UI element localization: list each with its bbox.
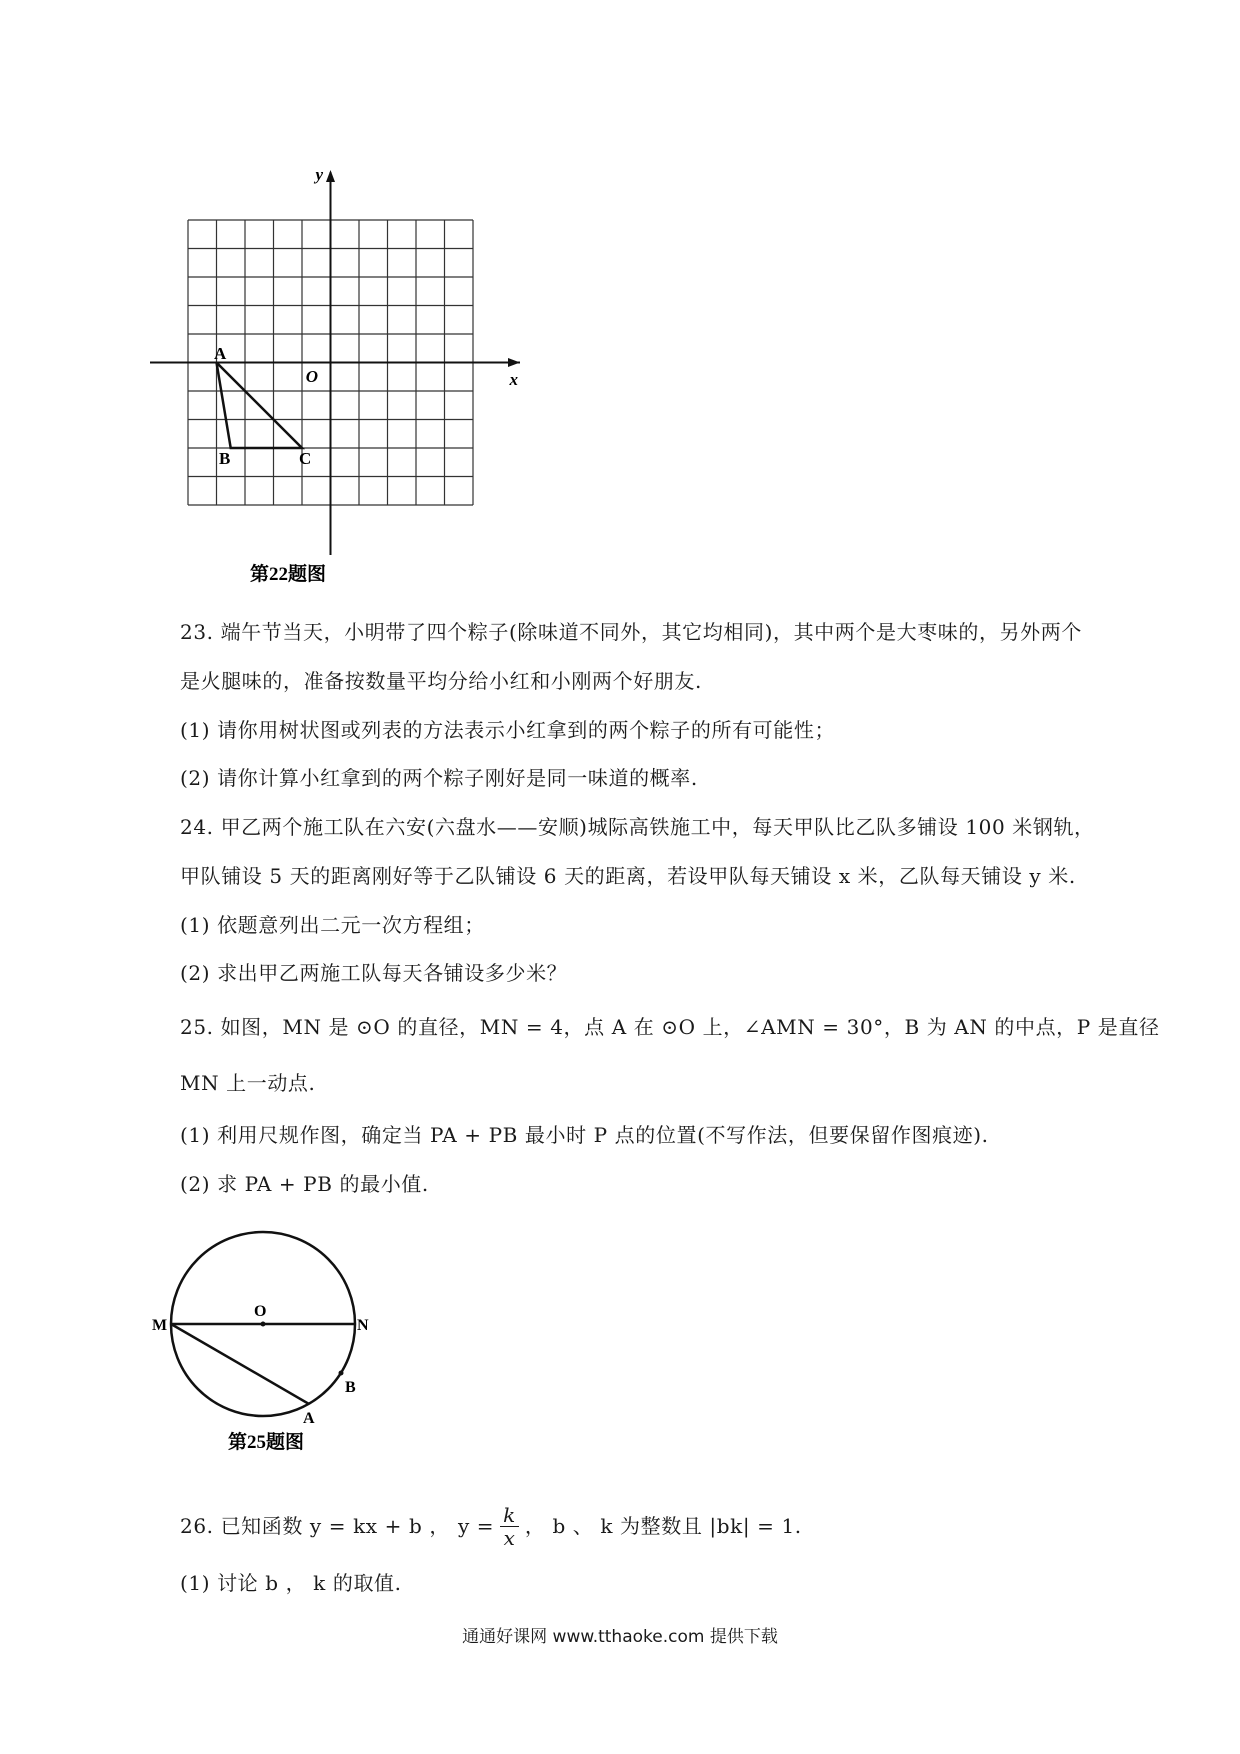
- q25-line-2: MN 上一动点.: [180, 1071, 316, 1095]
- center-point: [261, 1322, 266, 1327]
- grid-diagram: [148, 160, 538, 590]
- label-n: N: [357, 1317, 369, 1334]
- q26-fraction-lhs: y =: [457, 1514, 495, 1538]
- circle-diagram: [148, 1220, 388, 1470]
- q24-line-1: 24. 甲乙两个施工队在六安(六盘水——安顺)城际高铁施工中，每天甲队比乙队多铺设 100 米钢轨，: [180, 815, 1095, 839]
- q26-fraction-denominator: x: [503, 1525, 516, 1550]
- q26-fraction-numerator: k: [500, 1504, 519, 1527]
- label-o: O: [254, 1303, 267, 1320]
- q26-fraction: [500, 1504, 519, 1549]
- chord-am: [171, 1324, 309, 1404]
- origin-label: O: [305, 367, 318, 386]
- point-b-label: B: [219, 449, 231, 468]
- q25-part-1: (1) 利用尺规作图，确定当 PA + PB 最小时 P 点的位置(不写作法，但要保留作图痕迹).: [180, 1123, 989, 1147]
- y-axis-label: y: [315, 165, 323, 184]
- q23-line-2: 是火腿味的，准备按数量平均分给小红和小刚两个好朋友.: [180, 669, 702, 693]
- q23-part-2: (2) 请你计算小红拿到的两个粽子刚好是同一味道的概率.: [180, 766, 698, 790]
- figure-25: [148, 1220, 388, 1470]
- x-axis-label: x: [509, 370, 518, 389]
- q23-line-1: 23. 端午节当天，小明带了四个粽子(除味道不同外，其它均相同)，其中两个是大枣味的，另外两个: [180, 620, 1082, 644]
- q23-part-1: (1) 请你用树状图或列表的方法表示小红拿到的两个粽子的所有可能性；: [180, 718, 836, 742]
- point-a-label: A: [214, 344, 227, 363]
- point-b: [339, 1371, 344, 1376]
- y-axis-arrow: [326, 170, 335, 182]
- axes: [150, 172, 520, 555]
- figure-25-caption: 第25题图: [227, 1432, 305, 1453]
- q25-line-1: 25. 如图，MN 是 ⊙O 的直径，MN = 4，点 A 在 ⊙O 上，∠AMN = 30°，B 为 AN 的中点，P 是直径: [180, 1015, 1160, 1039]
- page-footer: 通通好课网 www.tthaoke.com 提供下载: [462, 1627, 778, 1647]
- q26-line-1: [180, 1500, 1140, 1552]
- q25-part-2: (2) 求 PA + PB 的最小值.: [180, 1172, 429, 1196]
- label-a: A: [303, 1410, 315, 1427]
- q24-part-1: (1) 依题意列出二元一次方程组；: [180, 913, 485, 937]
- q24-part-2: (2) 求出甲乙两施工队每天各铺设多少米？: [180, 961, 568, 985]
- figure-22-caption: 第22题图: [249, 564, 327, 585]
- q24-line-2: 甲队铺设 5 天的距离刚好等于乙队铺设 6 天的距离，若设甲队每天铺设 x 米，乙队每天铺设 y 米.: [180, 864, 1076, 888]
- triangle-abc: [217, 363, 303, 449]
- q26-prefix: 26. 已知函数 y = kx + b ，: [180, 1514, 450, 1538]
- point-c-label: C: [299, 449, 312, 468]
- q26-suffix: ， b 、 k 为整数且 |bk| = 1.: [524, 1514, 802, 1538]
- q26-part-1: (1) 讨论 b ， k 的取值.: [180, 1571, 402, 1595]
- x-axis-arrow: [508, 358, 520, 367]
- label-b: B: [345, 1379, 356, 1396]
- label-m: M: [152, 1317, 168, 1334]
- figure-22: [148, 160, 538, 590]
